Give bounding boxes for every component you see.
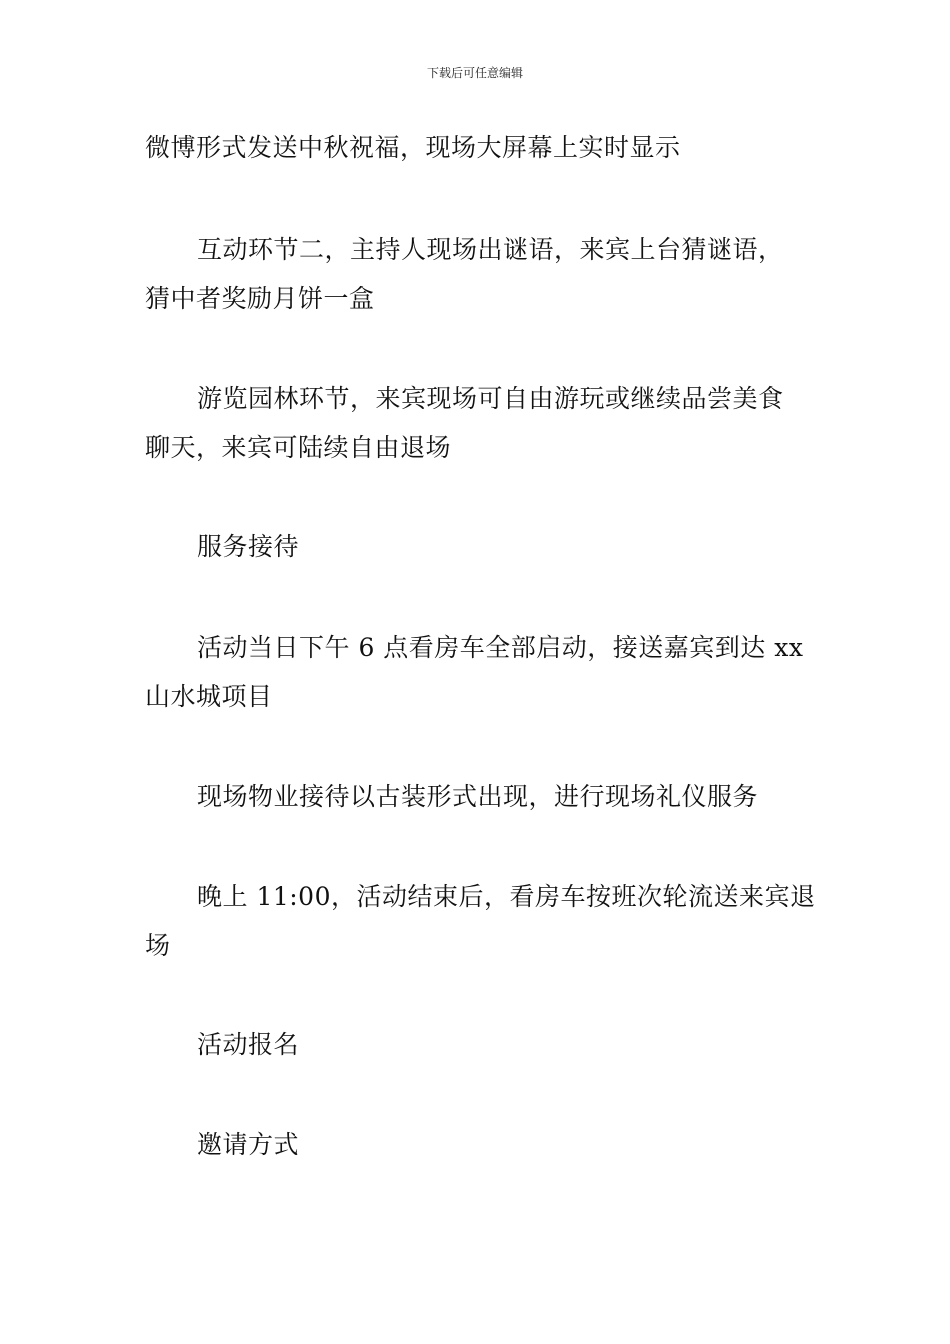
- paragraph-line: 互动环节二，主持人现场出谜语，来宾上台猜谜语，: [197, 235, 784, 264]
- paragraph-line: 微博形式发送中秋祝福，现场大屏幕上实时显示: [145, 133, 681, 162]
- paragraph-line: 游览园林环节，来宾现场可自由游玩或继续品尝美食: [197, 384, 784, 413]
- paragraph-line: 活动当日下午 6 点看房车全部启动，接送嘉宾到达 xx: [197, 633, 804, 662]
- section-heading: 邀请方式: [197, 1130, 300, 1159]
- paragraph-line: 猜中者奖励月饼一盒: [145, 284, 375, 313]
- paragraph-line: 晚上 11:00，活动结束后，看房车按班次轮流送来宾退: [197, 882, 816, 911]
- section-heading: 活动报名: [197, 1030, 300, 1059]
- paragraph-line: 现场物业接待以古装形式出现，进行现场礼仪服务: [197, 782, 759, 811]
- section-heading: 服务接待: [197, 532, 300, 561]
- paragraph-line: 聊天，来宾可陆续自由退场: [145, 433, 452, 462]
- page-header: 下载后可任意编辑: [426, 66, 523, 80]
- paragraph-line: 场: [145, 931, 171, 960]
- paragraph-line: 山水城项目: [145, 682, 273, 711]
